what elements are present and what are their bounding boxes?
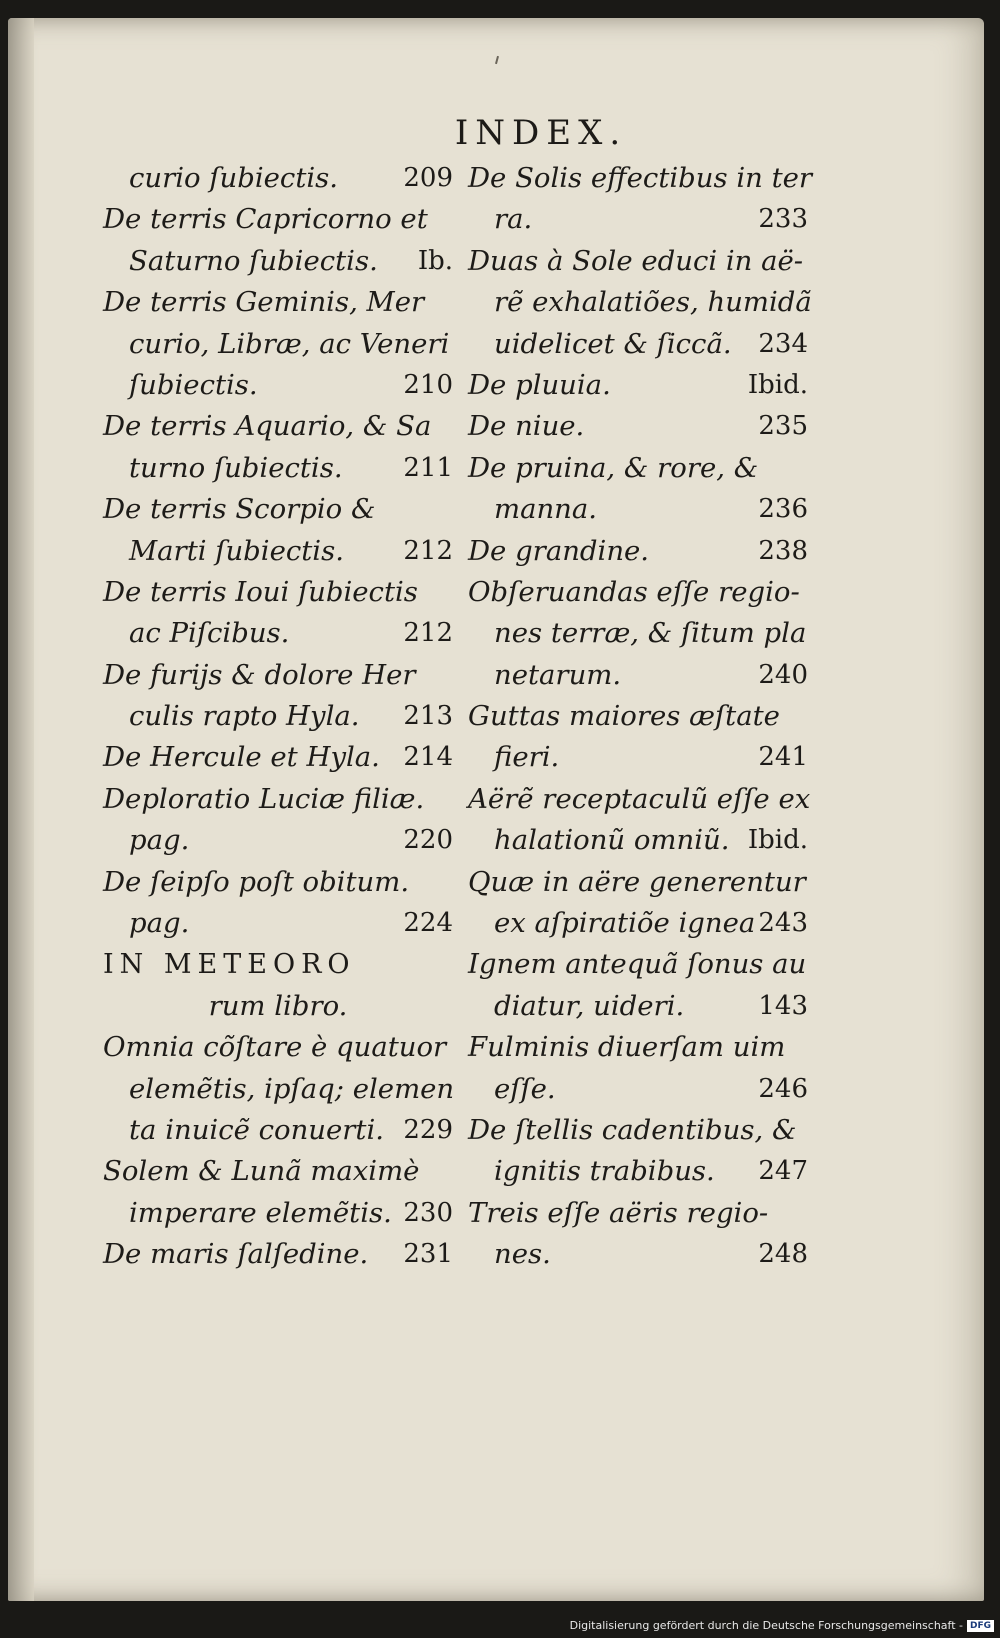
page-number: Ibid.	[747, 369, 808, 400]
index-entry	[103, 1193, 453, 1234]
entry-text: De grandine.	[468, 534, 650, 567]
entry-text: halationũ omniũ.	[494, 824, 730, 857]
page-number: 213	[403, 701, 453, 732]
entry-text: curio ſubiectis.	[129, 162, 339, 194]
entry-text: netarum.	[494, 658, 622, 691]
entry-text: Quæ in aëre generentur	[468, 865, 806, 898]
entry-text: De terris Geminis, Mer	[103, 286, 425, 319]
page-number: 233	[758, 204, 808, 235]
entry-text: Fulminis diuerſam uim	[468, 1031, 786, 1064]
entry-text: De niue.	[468, 410, 585, 443]
entry-text: manna.	[494, 493, 598, 526]
entry-text: Duas à Sole educi in aë-	[468, 244, 804, 277]
entry-text: uidelicet & ſiccã.	[494, 327, 732, 360]
index-entry	[103, 324, 453, 365]
index-entry	[468, 737, 808, 778]
index-entry	[468, 1151, 808, 1192]
entry-text: De Hercule et Hyla.	[103, 741, 380, 774]
page-number: 236	[758, 494, 808, 525]
entry-text: ac Piſcibus.	[129, 617, 290, 650]
entry-text: pag.	[129, 824, 190, 857]
index-entry	[468, 1193, 808, 1234]
ink-mark	[495, 56, 499, 64]
entry-text: ignitis trabibus.	[494, 1155, 715, 1188]
entry-text: De maris ſalſedine.	[103, 1238, 369, 1271]
index-entry	[468, 1069, 808, 1110]
digitization-credit	[570, 1619, 994, 1632]
section-heading: IN METEORO	[103, 949, 356, 981]
index-entry	[468, 903, 808, 944]
index-entry	[468, 820, 808, 861]
index-entry	[468, 406, 808, 447]
page-number: 234	[758, 328, 808, 359]
index-entry	[103, 944, 453, 985]
page-number: 212	[403, 535, 453, 566]
index-entry	[103, 779, 453, 820]
entry-text: Aërẽ receptaculũ eſſe ex	[468, 782, 811, 815]
entry-text: Ignem antequã ſonus au	[468, 948, 807, 981]
page-number: 214	[403, 742, 453, 773]
page-number: 209	[403, 163, 453, 193]
index-entry	[103, 1027, 453, 1068]
index-entry	[468, 199, 808, 240]
page-number: 229	[403, 1114, 453, 1145]
index-entry	[468, 489, 808, 530]
entry-text: curio, Libræ, ac Veneri	[129, 327, 450, 360]
entry-text: ex aſpiratiõe ignea	[494, 907, 756, 940]
entry-text: De pluuia.	[468, 368, 611, 401]
index-column-left	[103, 158, 453, 1276]
entry-text: De terris Capricorno et	[103, 203, 428, 236]
page-number: Ib.	[417, 245, 453, 276]
index-entry	[103, 737, 453, 778]
entry-text: turno ſubiectis.	[129, 451, 343, 484]
index-entry	[103, 282, 453, 323]
page-number: 247	[758, 1156, 808, 1187]
page-number: 248	[758, 1239, 808, 1270]
entry-text: imperare elemẽtis.	[129, 1196, 392, 1229]
entry-text: De terris Aquario, & Sa	[103, 410, 432, 443]
book-page	[8, 18, 984, 1601]
entry-text: Omnia cõſtare è quatuor	[103, 1031, 447, 1064]
index-entry	[468, 613, 808, 654]
index-column-right	[468, 158, 813, 1276]
index-entry	[103, 696, 453, 737]
entry-text: Deploratio Luciæ filiæ.	[103, 782, 425, 815]
index-entry	[103, 365, 453, 406]
index-entry	[103, 531, 453, 572]
page-number: 224	[403, 908, 453, 939]
entry-text: eſſe.	[494, 1072, 556, 1105]
index-entry	[103, 158, 453, 199]
index-entry	[468, 572, 808, 613]
entry-text: De Solis effectibus in ter	[468, 162, 813, 194]
index-entry	[468, 862, 808, 903]
page-number: 243	[758, 908, 808, 939]
index-entry	[468, 1110, 808, 1151]
entry-text: pag.	[129, 907, 190, 940]
entry-text: De terris Ioui ſubiectis	[103, 575, 418, 608]
index-entry	[468, 944, 808, 985]
index-entry	[103, 1069, 453, 1110]
index-entry	[468, 448, 808, 489]
page-number: 231	[403, 1239, 453, 1270]
footer-text: Digitalisierung gefördert durch die Deutsche Forschungsgemeinschaft -	[569, 1619, 963, 1632]
entry-text: Guttas maiores æſtate	[468, 700, 780, 733]
index-entry	[468, 241, 808, 282]
entry-text: Treis eſſe aëris regio-	[468, 1196, 769, 1229]
index-entry	[103, 1151, 453, 1192]
index-entry	[103, 903, 453, 944]
entry-text: fieri.	[494, 741, 560, 774]
index-entry	[103, 820, 453, 861]
index-entry	[103, 448, 453, 489]
index-entry	[468, 365, 808, 406]
page-number: 230	[403, 1197, 453, 1228]
index-entry	[103, 199, 453, 240]
index-entry	[103, 986, 453, 1027]
page-number: 211	[403, 452, 453, 483]
index-entry	[468, 158, 813, 199]
entry-text: De terris Scorpio &	[103, 493, 376, 526]
index-entry	[103, 406, 453, 447]
entry-text: culis rapto Hyla.	[129, 700, 360, 733]
page-number: 143	[758, 990, 808, 1021]
entry-text: Solem & Lunã maximè	[103, 1155, 420, 1188]
entry-text: ta inuicẽ conuerti.	[129, 1113, 385, 1146]
page-number: 241	[758, 742, 808, 773]
index-entry	[468, 655, 808, 696]
index-entry	[468, 324, 808, 365]
entry-text: ra.	[494, 203, 533, 236]
index-entry	[103, 1110, 453, 1151]
page-number: 235	[758, 411, 808, 442]
index-entry	[103, 1234, 453, 1275]
entry-text: rum libro.	[208, 989, 348, 1022]
index-entry	[103, 241, 453, 282]
entry-text: elemẽtis, ipſaq; elemen	[129, 1072, 455, 1105]
page-number: Ibid.	[747, 825, 808, 856]
index-entry	[468, 1234, 808, 1275]
page-number: 240	[758, 659, 808, 690]
index-entry	[468, 282, 812, 323]
page-number: 220	[403, 825, 453, 856]
entry-text: De ſtellis cadentibus, &	[468, 1113, 797, 1146]
entry-text: nes.	[494, 1238, 551, 1271]
entry-text: Obſeruandas eſſe regio-	[468, 575, 800, 608]
index-entry	[468, 779, 811, 820]
page-header: INDEX.	[454, 113, 628, 153]
dfg-logo: DFG	[967, 1620, 994, 1632]
entry-text: ſubiectis.	[129, 368, 258, 401]
entry-text: Saturno ſubiectis.	[129, 244, 378, 277]
index-entry	[103, 655, 453, 696]
page-number: 246	[758, 1073, 808, 1104]
page-number: 210	[403, 369, 453, 400]
entry-text: De pruina, & rore, &	[468, 451, 759, 484]
index-entry	[103, 489, 453, 530]
entry-text: De furijs & dolore Her	[103, 658, 416, 691]
index-entry	[468, 986, 808, 1027]
index-entry	[103, 572, 453, 613]
index-entry	[103, 862, 453, 903]
entry-text: De ſeipſo poſt obitum.	[103, 865, 410, 898]
index-entry	[468, 1027, 808, 1068]
page-number: 212	[403, 618, 453, 649]
index-entry	[468, 531, 808, 572]
index-entry	[103, 613, 453, 654]
entry-text: rẽ exhalatiões, humidã	[494, 286, 812, 319]
entry-text: nes terræ, & ſitum pla	[494, 617, 807, 650]
entry-text: Marti ſubiectis.	[129, 534, 344, 567]
index-entry	[468, 696, 808, 737]
entry-text: diatur, uideri.	[494, 989, 685, 1022]
page-number: 238	[758, 535, 808, 566]
